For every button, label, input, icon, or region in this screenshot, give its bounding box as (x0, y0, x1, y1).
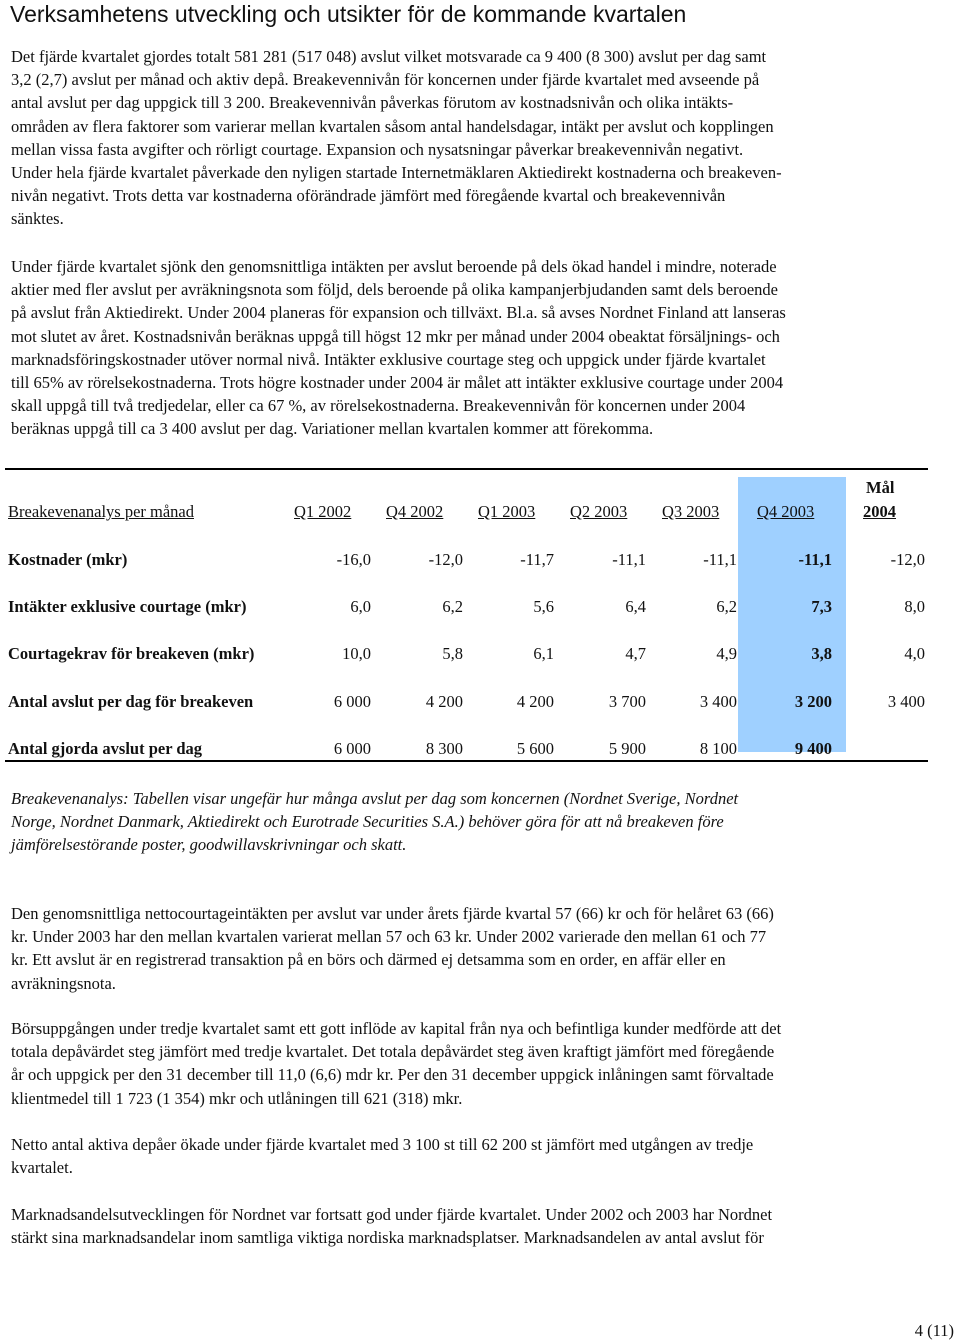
table-cell: 5 600 (516, 739, 554, 758)
text-line: kvartalet. (11, 1158, 73, 1178)
row-label: Antal gjorda avslut per dag (8, 739, 203, 758)
table-cell-highlight: 3,8 (811, 644, 832, 663)
text-line: mot slutet av året. Kostnadsnivån beräknas uppgå till högst 12 mkr per månad under 2004 obeaktat försäljnings- och (11, 326, 780, 346)
text-line: totala depåvärdet steg jämfört med tredje kvartalet. Det totala depåvärdet steg även kraftigt jämfört med föregående (11, 1042, 775, 1062)
text-line: Netto antal aktiva depåer ökade under fjärde kvartalet med 3 100 st till 62 200 st jämfört med utgången av tredje (11, 1135, 754, 1154)
row-label: Antal avslut per dag för breakeven (8, 692, 254, 711)
table-cell-highlight: -11,1 (798, 550, 832, 569)
table-cell: -11,1 (703, 550, 737, 569)
table-cell: 5,8 (442, 644, 463, 663)
column-header: Q3 2003 (662, 502, 720, 521)
text-line: på avslut från Aktiedirekt. Under 2004 planeras för expansion och tillväxt. Bl.a. så avses Nordnet Finland att lanseras (11, 303, 786, 323)
paragraph-courtage (11, 902, 953, 995)
table-cell-goal: 4,0 (904, 644, 925, 663)
text-line: beräknas uppgå till ca 3 400 avslut per dag. Variationer mellan kvartalen kommer att förekomma. (11, 419, 654, 439)
text-line: kr. Under 2003 har den mellan kvartalen varierat mellan 57 och 63 kr. Under 2002 varierade den mellan 61 och 77 (11, 927, 767, 947)
row-label: Intäkter exklusive courtage (mkr) (8, 597, 247, 616)
table-cell: 6,1 (533, 644, 554, 663)
paragraph-intro (11, 45, 953, 231)
text-line: Norge, Nordnet Danmark, Aktiedirekt och Eurotrade Securities S.A.) behöver göra för att nå breakeven före (11, 812, 724, 832)
text-line: stärkt sina marknadsandelar inom samtliga viktiga nordiska marknadsplatser. Marknadsandelen av antal avslut för (11, 1228, 764, 1248)
column-header: Q4 2003 (757, 502, 815, 521)
text-line: antal avslut per dag uppgick till 3 200. Breakevennivån påverkas förutom av kostnadsnivån och olika intäkts- (11, 93, 734, 113)
column-header: Q4 2002 (386, 502, 444, 521)
table-cell: 3 700 (608, 692, 646, 711)
table-cell: 3 400 (699, 692, 737, 711)
table-title: Breakevenanalys per månad (8, 502, 194, 521)
table-cell: 5,6 (533, 597, 554, 616)
text-line: kr. Ett avslut är en registrerad transaktion på en börs och därmed ej detsamma som en order, en affär eller en (11, 950, 726, 970)
table-cell: -16,0 (336, 550, 371, 569)
column-header: Q2 2003 (570, 502, 628, 521)
table-cell: 5 900 (608, 739, 646, 758)
table-cell-highlight: 9 400 (794, 739, 832, 758)
text-line: klientmedel till 1 723 (1 354) mkr och utlåningen till 621 (318) mkr. (11, 1088, 463, 1108)
column-header: Q1 2002 (294, 502, 352, 521)
text-line: jämförelsestörande poster, goodwillavskrivningar och skatt. (11, 835, 407, 855)
table-cell: 6,2 (716, 597, 737, 616)
table-cell: 6,0 (350, 597, 371, 616)
table-cell: 6,4 (625, 597, 646, 616)
goal-header-line1: Mål (866, 478, 895, 497)
page-number: 4 (11) (914, 1321, 954, 1340)
table-cell: 4 200 (425, 692, 463, 711)
table-cell-goal: -12,0 (890, 550, 925, 569)
column-header: Q1 2003 (478, 502, 536, 521)
table-cell-goal: 3 400 (887, 692, 925, 711)
section-heading: Verksamhetens utveckling och utsikter för de kommande kvartalen (10, 1, 687, 27)
table-cell: -11,1 (612, 550, 646, 569)
text-line: Under fjärde kvartalet sjönk den genomsnittliga intäkten per avslut beroende på dels ökad handel i mindre, noterade (11, 257, 777, 276)
table-cell: 4 200 (516, 692, 554, 711)
goal-header-line2: 2004 (863, 502, 896, 521)
text-line: Under hela fjärde kvartalet påverkade den nyligen startade Internetmäklaren Aktiedirekt kostnaderna och breakeven- (11, 163, 782, 183)
paragraph-depot-value (11, 1017, 953, 1110)
text-line: Det fjärde kvartalet gjordes totalt 581 281 (517 048) avslut vilket motsvarade ca 9 400 (8 300) avslut per dag samt (11, 47, 767, 66)
table-cell-highlight: 3 200 (794, 692, 832, 711)
text-line: 3,2 (2,7) avslut per månad och aktiv depå. Breakevennivån för koncernen under fjärde kvartalet med avseende på (11, 70, 760, 90)
table-cell: 8 100 (699, 739, 737, 758)
text-line: marknadsföringskostnader utöver normal nivå. Intäkter exklusive courtage steg och uppgick under fjärde kvartalet (11, 349, 766, 369)
table-cell: 4,9 (716, 644, 737, 663)
row-label: Courtagekrav för breakeven (mkr) (8, 644, 255, 663)
table-cell-goal: 8,0 (904, 597, 925, 616)
breakeven-table (5, 468, 928, 762)
row-label: Kostnader (mkr) (8, 550, 128, 569)
text-line: Den genomsnittliga nettocourtageintäkten per avslut var under årets fjärde kvartal 57 (66) kr och för helåret 63 (66) (11, 904, 774, 923)
table-cell: 6 000 (333, 739, 371, 758)
text-line: Marknadsandelsutvecklingen för Nordnet var fortsatt god under fjärde kvartalet. Under 2002 och 2003 har Nordnet (11, 1205, 773, 1224)
table-cell: -11,7 (520, 550, 554, 569)
text-line: områden av flera faktorer som varierar mellan kvartalen såsom antal handelsdagar, intäkt per avslut och kopplingen (11, 116, 774, 136)
table-cell: -12,0 (428, 550, 463, 569)
table-cell: 6 000 (333, 692, 371, 711)
text-line: avräkningsnota. (11, 973, 116, 993)
text-line: Börsuppgången under tredje kvartalet samt ett gott inflöde av kapital från nya och befintliga kunder medförde att det (11, 1019, 782, 1038)
table-cell: 6,2 (442, 597, 463, 616)
table-cell: 10,0 (342, 644, 371, 663)
paragraph-revenue (11, 255, 953, 441)
text-line: sänktes. (11, 209, 64, 229)
text-line: nivån negativt. Trots detta var kostnaderna oförändrade jämfört med föregående kvartal och breakevennivån (11, 186, 726, 206)
table-caption (11, 787, 953, 857)
text-line: skall uppgå till två tredjedelar, eller ca 67 %, av rörelsekostnaderna. Breakevennivån för koncernen under 2004 (11, 396, 746, 416)
table-cell: 8 300 (425, 739, 463, 758)
text-line: år och uppgick per den 31 december till 11,0 (6,6) mdr kr. Per den 31 december uppgick inlåningen samt förvaltade (11, 1065, 774, 1085)
text-line: Breakevenanalys: Tabellen visar ungefär hur många avslut per dag som koncernen (Nordnet Sverige, Nordnet (11, 789, 739, 808)
text-line: mellan vissa fasta avgifter och rörligt courtage. Expansion och nysatsningar påverkar breakevennivån negativt. (11, 139, 744, 159)
table-cell: 4,7 (625, 644, 646, 663)
paragraph-active-depots (11, 1133, 953, 1179)
paragraph-market-share (11, 1203, 953, 1249)
text-line: till 65% av rörelsekostnaderna. Trots högre kostnader under 2004 är målet att intäkter exklusive courtage under 2004 (11, 373, 784, 393)
text-line: aktier med fler avslut per avräkningsnota som följd, dels beroende på olika kampanjerbjudanden samt dels beroende (11, 280, 779, 300)
table-cell-highlight: 7,3 (811, 597, 832, 616)
